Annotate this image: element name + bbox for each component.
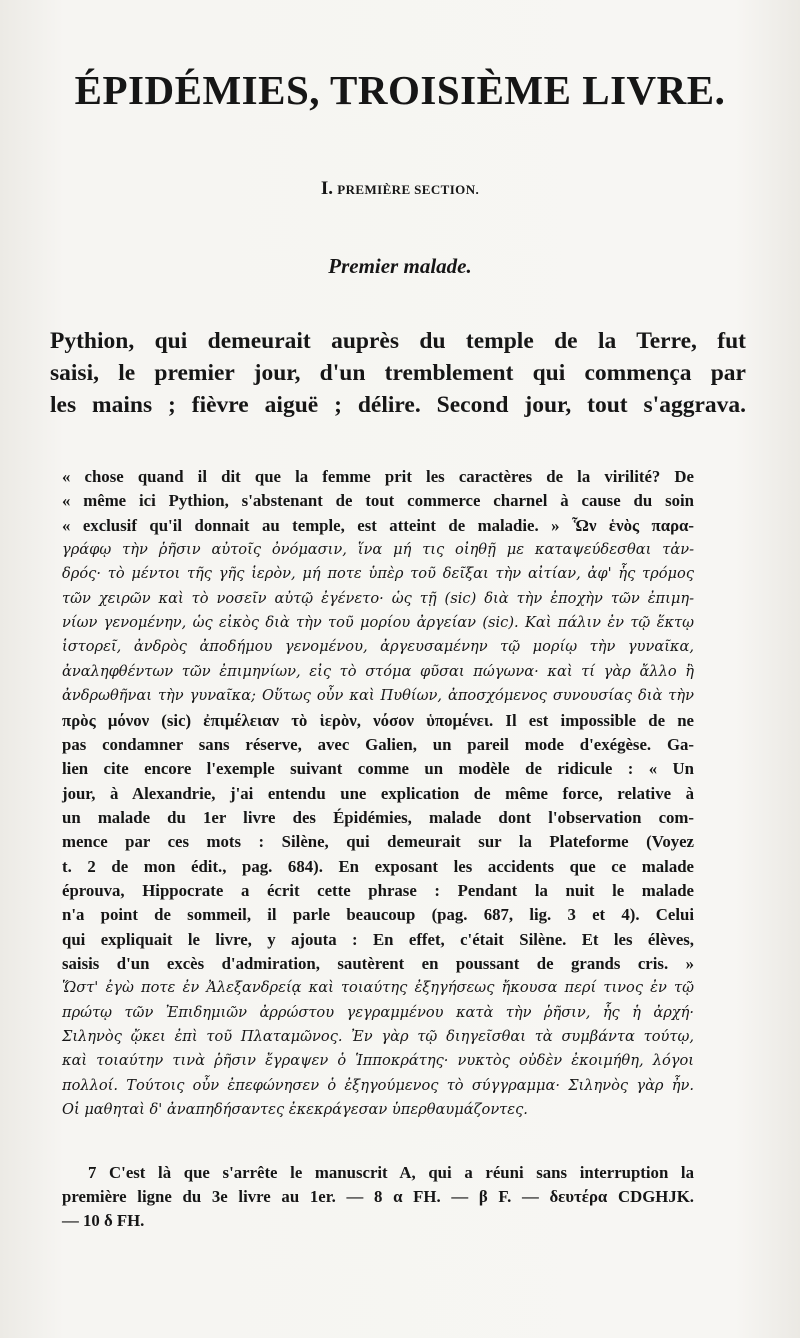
section-number: I. [320,178,333,199]
page-title: ÉPIDÉMIES, TROISIÈME LIVRE. [74,67,726,113]
note-line: mence par ces mots : Silène, qui demeurait sur la Plateforme (Voyez [62,832,694,852]
note-line: saisis d'un excès d'admiration, sautèrent en poussant de grands cris. » [62,954,694,973]
section-heading [200,178,600,200]
footnote-line: première ligne du 3e livre au 1er. — 8 α FH. — β F. — δευτέρα CDGHJK. [62,1187,694,1206]
note-line: ἀναληφθέντων τῶν ἐπιμηνίων, εἰς τὸ στόμα φῦσαι πώγωνα· καὶ τί γὰρ ἄλλο ἢ [62,662,694,680]
note-line: πρὸς μόνον (sic) ἐπιμέλειαν τὸ ἱερὸν, νόσον ὑπομένει. Il est impossible de ne [62,710,694,730]
note-line: καὶ τοιαύτην τινὰ ῥῆσιν ἔγραψεν ὁ Ἱπποκράτης· νυκτὸς οὐδὲν ἐκοιμήθη, λόγοι [62,1052,694,1070]
note-line: lien cite encore l'exemple suivant comme un modèle de ridicule : « Un [62,759,694,779]
note-line: ἀνδρωθῆναι τὴν γυναῖκα; Οὕτως οὖν καὶ Πυθίων, ἀποσχόμενος συνουσίας διὰ τὴν [62,687,694,705]
note-line: n'a point de sommeil, il parle beaucoup (pag. 687, lig. 3 et 4). Celui [62,905,694,925]
footnote-line: 7 C'est là que s'arrête le manuscrit A, qui a réuni sans interruption la [88,1163,694,1182]
main-text-line: les mains ; fièvre aiguë ; délire. Second jour, tout s'aggrava. [50,392,746,418]
main-text-line: Pythion, qui demeurait auprès du temple de la Terre, fut [50,328,746,354]
note-line: ἱστορεῖ, ἀνδρὸς ἀποδήμου γενομένου, ἀργευσαμένην τῷ μορίῳ τὴν γυναῖκα, [62,638,694,656]
note-line: jour, à Alexandrie, j'ai entendu une explication de même force, relative à [62,783,694,803]
note-line: νίων γενομένην, ὡς εἰκὸς διὰ τὴν τοῦ μορίου ἀργείαν (sic). Καὶ πάλιν ἐν τῷ ἕκτῳ [62,614,694,632]
note-line: « même ici Pythion, s'abstenant de tout commerce charnel à cause du soin [62,491,694,511]
note-line: πολλοί. Τούτοις οὖν ἐπεφώνησεν ὁ ἐξηγούμενος τὸ σύγγραμμα· Σιληνὸς γὰρ ἦν. [62,1076,694,1094]
section-label: PREMIÈRE SECTION. [337,182,480,197]
note-line: πρώτῳ τῶν Ἐπιδημιῶν ἀρρώστου γεγραμμένου κατὰ τὴν ῥῆσιν, ἧς ἡ ἀρχή· [62,1003,694,1021]
note-line: t. 2 de mon édit., pag. 684). En exposant les accidents que ce malade [62,856,694,876]
note-line: Ὥστ' ἐγὼ ποτε ἐν Ἀλεξανδρείᾳ καὶ τοιαύτης ἐξηγήσεως ἤκουσα περί τινος ἐν τῷ [62,979,694,997]
note-line: « chose quand il dit que la femme prit les caractères de la virilité? De [62,467,694,486]
note-line: qui expliquait le livre, y ajouta : En effet, c'était Silène. Et les élèves, [62,929,694,949]
patient-subheading: Premier malade. [328,254,472,278]
note-line: Οἱ μαθηταὶ δ' ἀναπηδήσαντες ἐκεκράγεσαν ὑπερθαυμάζοντες. [62,1101,528,1119]
main-text-line: saisi, le premier jour, d'un tremblement qui commença par [50,360,746,386]
note-line: γράφῳ τὴν ῥῆσιν αὐτοῖς ὀνόμασιν, ἵνα μή τις οἰηθῇ με καταψεύδεσθαι τἀν- [62,541,694,559]
note-line: δρός· τὸ μέντοι τῆς γῆς ἱερὸν, μή ποτε ὑπὲρ τοῦ δεῖξαι τὴν αἰτίαν, ἀφ' ἧς τρόμος [62,565,694,583]
note-line: un malade du 1er livre des Épidémies, malade dont l'observation com- [62,807,694,827]
note-line: pas condamner sans réserve, avec Galien, un pareil mode d'exégèse. Ga- [62,734,694,754]
note-line: « exclusif qu'il donnait au temple, est atteint de maladie. » Ὧν ἑνὸς παρα- [62,515,694,535]
note-line: Σιληνὸς ᾤκει ἐπὶ τοῦ Πλαταμῶνος. Ἐν γὰρ τῷ διηγεῖσθαι τὰ συμβάντα τούτῳ, [62,1028,694,1046]
footnote-line: — 10 δ FH. [62,1211,145,1230]
note-line: τῶν χειρῶν καὶ τὸ νοσεῖν αὐτῷ ἐγένετο· ὡς τῇ (sic) διὰ τὴν ἐποχὴν τῶν ἐπιμη- [62,589,694,607]
note-line: éprouva, Hippocrate a écrit cette phrase : Pendant la nuit le malade [62,880,694,900]
